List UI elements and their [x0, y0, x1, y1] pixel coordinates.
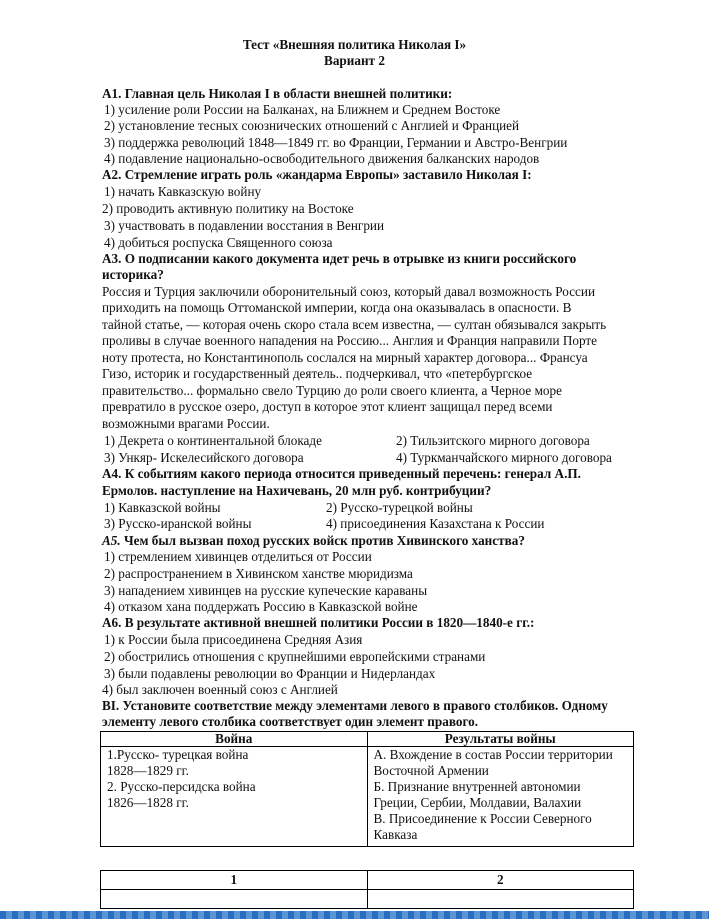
question-a2: А2. Стремление играть роль «жандарма Европы» заставило Николая I: — [102, 167, 532, 182]
result-line: Кавказа — [373, 827, 418, 842]
option: 2) проводить активную политику на Востоке — [102, 201, 354, 216]
question-a1: А1. Главная цель Николая I в области внешней политики: — [102, 86, 453, 101]
question-b1-cont: элементу левого столбика соответствует один элемент правого. — [102, 714, 479, 729]
option: 1) Кавказской войны — [104, 500, 221, 515]
question-a5 — [102, 533, 525, 549]
excerpt-line: Гизо, историк и государственный деятель.. подчеркивал, что «петербургское — [102, 366, 533, 381]
page-title: Тест «Внешняя политика Николая I» — [242, 37, 467, 52]
question-text: Чем был вызван поход русских войск против Хивинского ханства? — [120, 533, 525, 548]
option: 4) добиться роспуска Священного союза — [104, 235, 333, 250]
answer-cell-1[interactable] — [101, 890, 368, 909]
question-a4: А4. К событиям какого периода относится приведенный перечень: генерал А.П. — [102, 466, 581, 481]
excerpt-line: правительство... формально свело Турцию до роли своего клиента, а Черное море — [102, 383, 562, 398]
excerpt-line: тайной статье, — которая очень скоро стала всем известна, — султан обязывался закрыть — [102, 317, 607, 332]
option: 4) был заключен военный союз с Англией — [102, 682, 338, 697]
bottom-edge-strip — [0, 911, 709, 919]
excerpt-line: проливы в случае военного нападения на Россию... Англия и Франция направили Порте — [102, 333, 598, 348]
result-line: А. Вхождение в состав России территории — [373, 747, 613, 762]
option: 4) подавление национально-освободительного движения балканских народов — [104, 151, 540, 166]
question-a3-cont: историка? — [102, 267, 164, 282]
wars-cell — [101, 747, 368, 847]
option: 1) к России была присоединена Средняя Азия — [104, 632, 363, 647]
option: 1) начать Кавказскую войну — [104, 184, 262, 199]
option: 3) участвовать в подавлении восстания в Венгрии — [104, 218, 385, 233]
result-line: Б. Признание внутренней автономии — [373, 779, 581, 794]
option: 4) отказом хана поддержать Россию в Кавказской войне — [104, 599, 418, 614]
question-number: А5. — [102, 533, 121, 548]
variant-label: Вариант 2 — [324, 53, 385, 68]
excerpt-line: Россия и Турция заключили оборонительный союз, который давал возможность России — [102, 284, 596, 299]
option: 2) Тильзитского мирного договора — [396, 433, 590, 448]
option: 3) нападением хивинцев на русские купеческие караваны — [104, 583, 428, 598]
option: 3) Ункяр- Искелесийского договора — [104, 450, 304, 465]
war-line: 2. Русско-персидска война — [107, 779, 256, 794]
answer-table — [100, 870, 634, 909]
result-line: Греции, Сербии, Молдавии, Валахии — [373, 795, 582, 810]
option: 2) Русско-турецкой войны — [326, 500, 473, 515]
result-line: Восточной Армении — [373, 763, 489, 778]
excerpt-line: превратило в русское озеро, доступ в которое этот клиент защищал перед всеми — [102, 399, 553, 414]
question-a4-cont: Ермолов. наступление на Нахичевань, 20 млн руб. контрибуции? — [102, 483, 492, 498]
answer-header-1: 1 — [101, 871, 368, 890]
option: 2) установление тесных союзнических отношений с Англией и Францией — [104, 118, 520, 133]
option: 3) Русско-иранской войны — [104, 516, 252, 531]
option: 4) присоединения Казахстана к России — [326, 516, 545, 531]
option: 1) Декрета о континентальной блокаде — [104, 433, 322, 448]
column-header-results: Результаты войны — [367, 732, 634, 747]
option: 2) распространением в Хивинском ханстве мюридизма — [104, 566, 413, 581]
excerpt-line: приходить на помощь Оттоманской империи, когда она оказывалась в опасности. В — [102, 300, 572, 315]
war-line: 1.Русско- турецкая война — [107, 747, 249, 762]
question-a3: А3. О подписании какого документа идет речь в отрывке из книги российского — [102, 251, 577, 266]
question-a6: А6. В результате активной внешней политики России в 1820—1840-е гг.: — [102, 615, 535, 630]
result-line: В. Присоединение к России Северного — [373, 811, 592, 826]
excerpt-line: возможными врагами России. — [102, 416, 270, 431]
question-b1: ВI. Установите соответствие между элементами левого в правого столбиков. Одному — [102, 698, 608, 713]
answer-header-2: 2 — [367, 871, 634, 890]
answer-cell-2[interactable] — [367, 890, 634, 909]
matching-table — [100, 731, 634, 847]
option: 1) усиление роли России на Балканах, на Ближнем и Среднем Востоке — [104, 102, 501, 117]
results-cell — [367, 747, 634, 847]
war-line: 1828—1829 гг. — [107, 763, 189, 778]
option: 3) поддержка революций 1848—1849 гг. во Франции, Германии и Австро-Венгрии — [104, 135, 568, 150]
war-line: 1826—1828 гг. — [107, 795, 189, 810]
option: 1) стремлением хивинцев отделиться от России — [104, 549, 372, 564]
option: 4) Туркманчайского мирного договора — [396, 450, 612, 465]
option: 3) были подавлены революции во Франции и Нидерландах — [104, 666, 436, 681]
column-header-war: Война — [101, 732, 368, 747]
excerpt-line: ноту протеста, но Константинополь сослался на мирный характер договора... Франсуа — [102, 350, 588, 365]
option: 2) обострились отношения с крупнейшими европейскими странами — [104, 649, 486, 664]
